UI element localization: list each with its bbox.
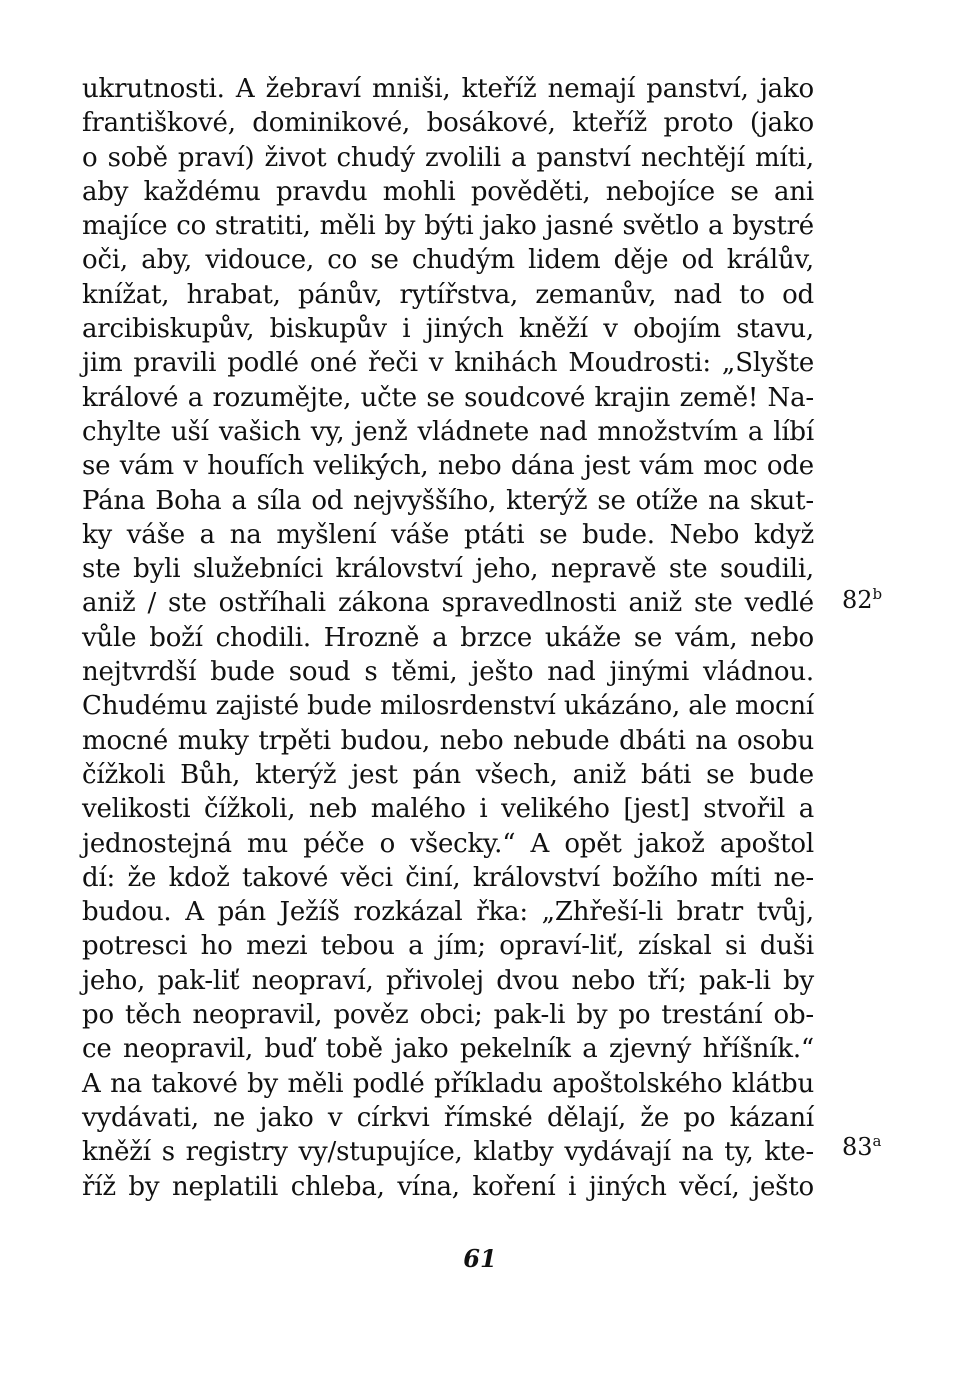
text-line: velikosti čížkoli, neb malého i velikého [jest] stvořil a [82, 794, 814, 825]
text-line: aby každému pravdu mohli pověděti, nebojíce se ani [82, 176, 814, 207]
text-line: aniž / ste ostříhali zákona spravedlnosti aniž ste vedlé [82, 588, 814, 619]
text-line: oči, aby, vidouce, co se chudým lidem děje od králův, [82, 245, 814, 276]
text-line: králové a rozumějte, učte se soudcové krajin země! Na- [82, 382, 814, 413]
text-line: dí: že kdož takové věci činí, království božího míti ne- [82, 862, 814, 893]
text-line: vůle boží chodili. Hrozně a brzce ukáže se vám, nebo [82, 622, 814, 653]
text-line: mocné muky trpěti budou, nebo nebude dbáti na osobu [82, 725, 814, 756]
text-line: jim pravili podlé oné řeči v knihách Moudrosti: „Slyšte [82, 348, 814, 379]
text-line: nejtvrdší bude soud s těmi, ješto nad jinými vládnou. [82, 657, 814, 688]
body-text [82, 72, 814, 1204]
margin-folio-note [842, 585, 882, 614]
text-line: arcibiskupův, biskupův i jiných kněží v obojím stavu, [82, 314, 814, 345]
margin-note-number: 83 [842, 1133, 873, 1161]
text-line: ste byli služebníci království jeho, nepravě ste soudili, [82, 554, 814, 585]
margin-note-number: 82 [842, 586, 873, 614]
margin-note-side: b [872, 585, 883, 603]
text-line: vydávati, ne jako v církvi římské dělají, že po kázaní [82, 1102, 814, 1133]
text-line: se vám v houfích veliký́ch, nebo dána jest vám moc ode [82, 451, 814, 482]
text-line: říž by neplatili chleba, vína, koření i jiných věcí, ješto [82, 1171, 814, 1202]
text-line: ce neopravil, buď tobě jako pekelník a zjevný hříšník.“ [82, 1034, 814, 1065]
text-line: jednostejná mu péče o všecky.“ A opět jakož apoštol [82, 828, 814, 859]
page-number: 61 [463, 1244, 497, 1273]
text-line: kněží s registry vy/stupujíce, klatby vydávají na ty, kte- [82, 1137, 814, 1168]
text-line: ky váše a na myšlení váše ptáti se bude. Nebo když [82, 519, 814, 550]
text-line: Pána Boha a síla od nejvyššího, kterýž se otíže na skut- [82, 485, 814, 516]
text-line: A na takové by měli podlé příkladu apoštolského klátbu [82, 1068, 814, 1099]
text-line: po těch neopravil, pověz obci; pak-li by po trestání ob- [82, 1000, 814, 1031]
text-line: budou. A pán Ježíš rozkázal řka: „Zhřeší-li bratr tvůj, [82, 897, 814, 928]
text-line: čížkoli Bůh, kterýž jest pán všech, aniž báti se bude [82, 759, 814, 790]
text-line: potresci ho mezi tebou a jím; opraví-liť, získal si duši [82, 931, 814, 962]
text-line: ukrutnosti. A žebraví mniši, kteříž nemají panství, jako [82, 74, 814, 104]
text-line: františkové, dominikové, bosákové, kteříž proto (jako [82, 108, 814, 139]
text-line: knížat, hrabat, pánův, rytířstva, zemanův, nad to od [82, 279, 814, 310]
text-line: chylte uší vašich vy, jenž vládnete nad množstvím a líbí [82, 416, 814, 447]
margin-note-side: a [872, 1132, 882, 1150]
text-line: majíce co stratiti, měli by býti jako jasné světlo a bystré [82, 211, 814, 242]
text-line: Chudému zajisté bude milosrdenství ukázáno, ale mocní [82, 691, 814, 722]
text-line: jeho, pak-liť neopraví, přivolej dvou nebo tří; pak-li by [82, 965, 814, 996]
text-line: o sobě praví) život chudý zvolili a panství nechtějí míti, [82, 142, 814, 173]
margin-folio-note [842, 1132, 882, 1161]
